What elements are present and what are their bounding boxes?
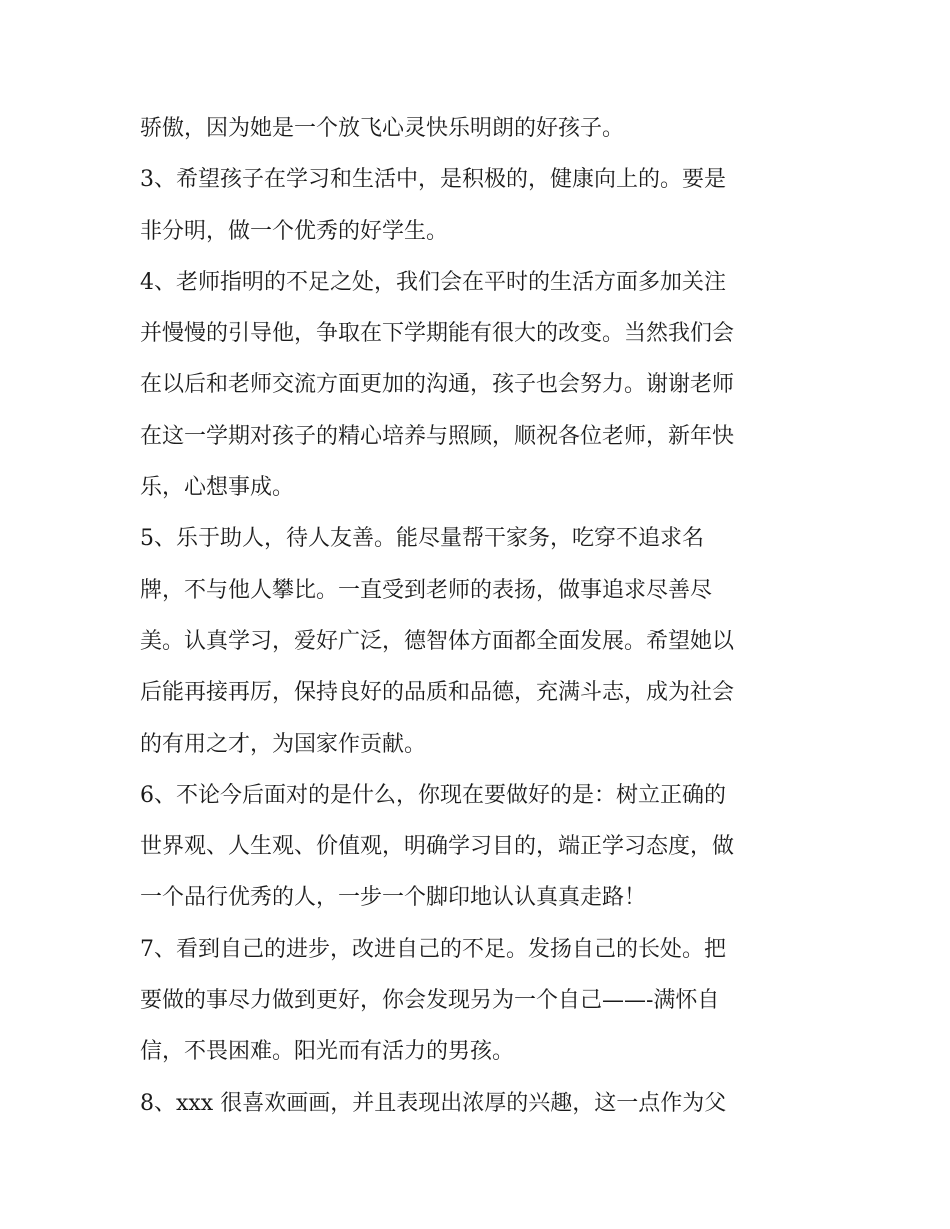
text-line-7: 在这一学期对孩子的精心培养与照顾，顺祝各位老师，新年快 [140,423,735,449]
text-line-10: 牌，不与他人攀比。一直受到老师的表扬，做事追求尽善尽 [140,577,713,603]
text-line-15: 世界观、人生观、价值观，明确学习目的，端正学习态度，做 [140,834,735,860]
text-line-8: 乐，心想事成。 [140,475,295,501]
text-line-19: 信，不畏困难。阳光而有活力的男孩。 [140,1039,515,1065]
text-line-18: 要做的事尽力做到更好，你会发现另为一个自己——-满怀自 [140,988,720,1014]
text-line-9: 5、乐于助人，待人友善。能尽量帮干家务，吃穿不追求名 [140,526,704,552]
text-line-1: 骄傲，因为她是一个放飞心灵快乐明朗的好孩子。 [140,116,625,141]
text-line-5: 并慢慢的引导他，争取在下学期能有很大的改变。当然我们会 [140,321,735,347]
text-line-17: 7、看到自己的进步，改进自己的不足。发扬自己的长处。把 [140,936,726,962]
text-line-11: 美。认真学习，爱好广泛，德智体方面都全面发展。希望她以 [140,628,735,654]
text-line-2: 3、希望孩子在学习和生活中，是积极的，健康向上的。要是 [140,167,726,193]
text-line-12: 后能再接再厉，保持良好的品质和品德，充满斗志，成为社会 [140,680,735,706]
document-body [140,106,820,1132]
text-line-16: 一个品行优秀的人，一步一个脚印地认认真真走路！ [140,885,647,911]
text-line-20: 8、xxx 很喜欢画画，并且表现出浓厚的兴趣，这一点作为父 [140,1090,727,1116]
text-line-14: 6、不论今后面对的是什么，你现在要做好的是：树立正确的 [140,782,726,808]
text-line-3: 非分明，做一个优秀的好学生。 [140,218,449,244]
text-line-4: 4、老师指明的不足之处，我们会在平时的生活方面多加关注 [140,269,726,295]
text-line-6: 在以后和老师交流方面更加的沟通，孩子也会努力。谢谢老师 [140,372,735,398]
text-line-13: 的有用之才，为国家作贡献。 [140,731,427,757]
